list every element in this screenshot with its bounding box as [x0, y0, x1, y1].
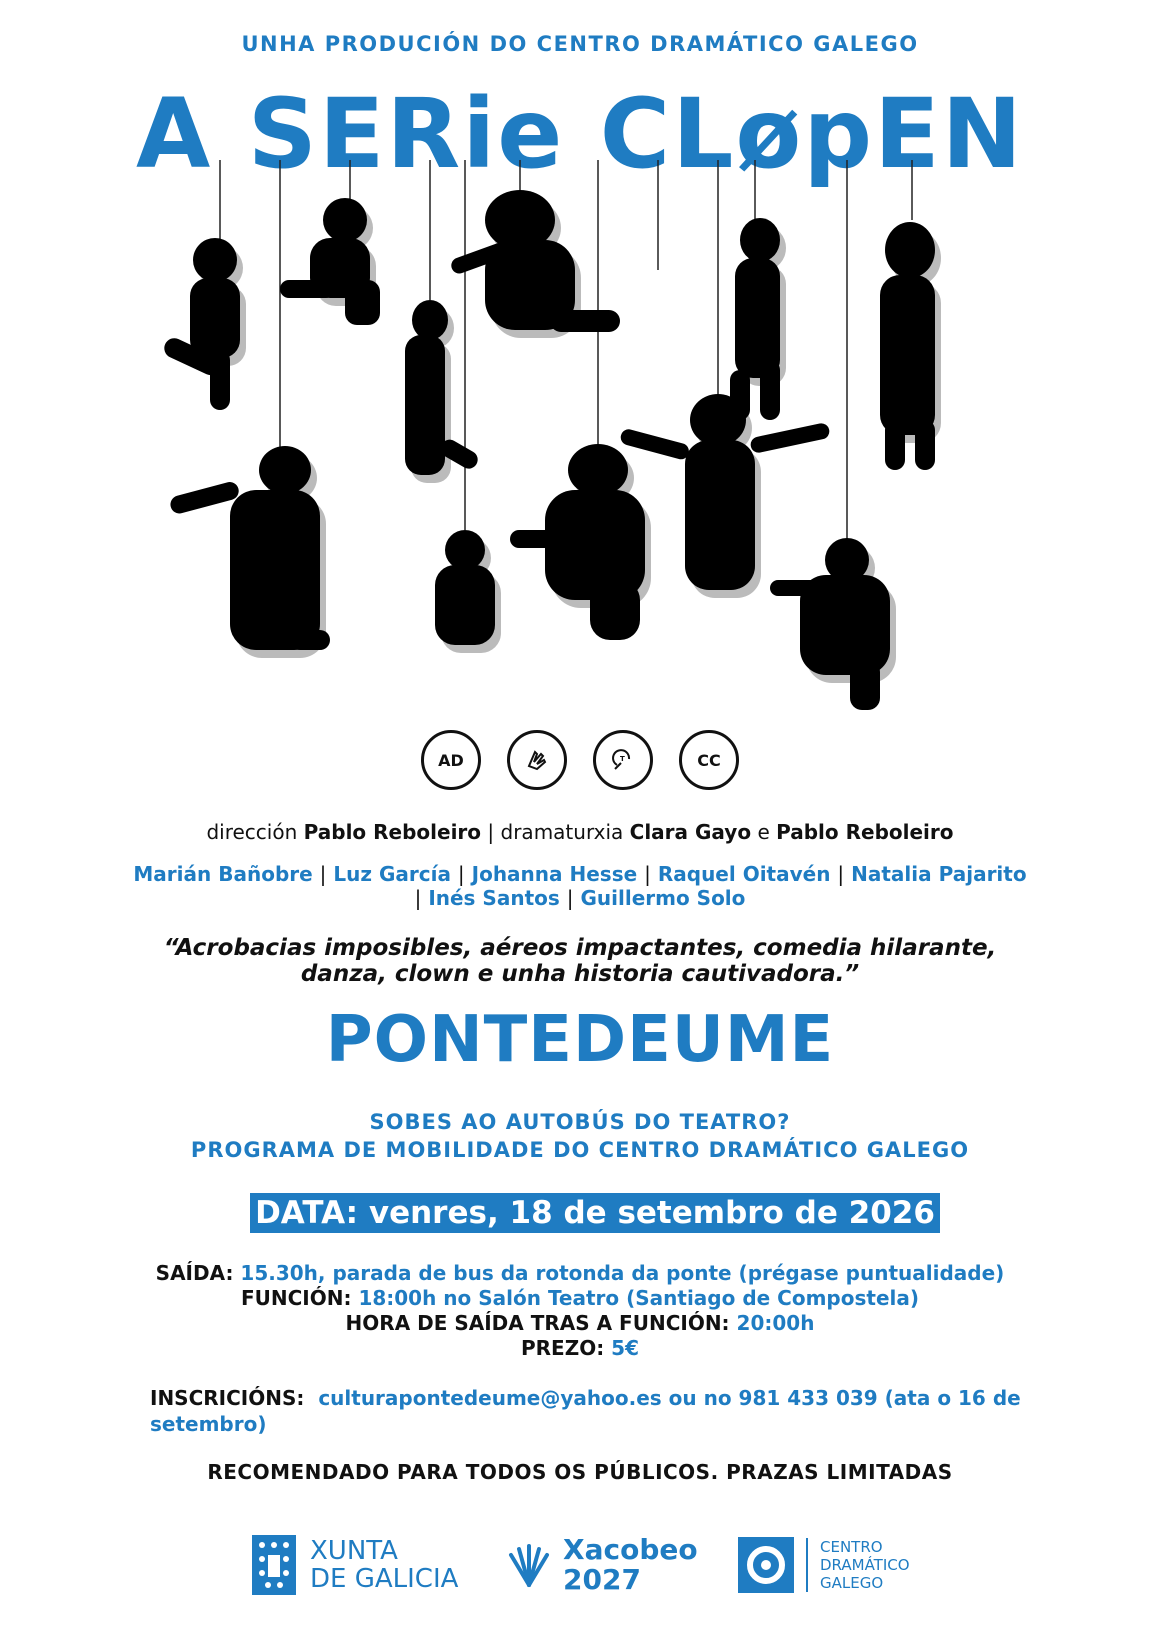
audio-description-icon: AD [421, 730, 481, 790]
show-quote: “Acrobacias imposibles, aéreos impactantes, comedia hilarante, danza, clown e unha historia cautivadora.” [163, 935, 997, 987]
price-info: PREZO: 5€ [520, 1336, 640, 1360]
town-name: PONTEDEUME [325, 1003, 835, 1077]
cast-list: Marián Bañobre | Luz García | Johanna Hesse | Raquel Oitavén | Natalia Pajarito | Inés Santos | Guillermo Solo [133, 862, 1027, 910]
hearing-loop-icon [593, 730, 653, 790]
show-info: FUNCIÓN: 18:00h no Salón Teatro (Santiago de Compostela) [240, 1286, 920, 1310]
xunta-logo: XUNTA DE GALICIA [252, 1530, 472, 1600]
xunta-shield-icon [252, 1535, 296, 1595]
hanging-acrobats-illustration [150, 160, 1010, 760]
event-date: DATA: venres, 18 de setembro de 2026 [250, 1193, 940, 1233]
closed-captions-icon: CC [679, 730, 739, 790]
production-line: UNHA PRODUCIÓN DO CENTRO DRAMÁTICO GALEGO [241, 32, 919, 56]
scallop-shell-icon [505, 1541, 553, 1589]
cdg-emblem-icon [738, 1537, 794, 1593]
departure-info: SAÍDA: 15.30h, parada de bus da rotonda da ponte (prégase puntualidade) [155, 1261, 1005, 1285]
credits-line: dirección Pablo Reboleiro | dramaturxia Clara Gayo e Pablo Reboleiro [206, 820, 954, 844]
registration-info: INSCRICIÓNS: culturapontedeume@yahoo.es ou no 981 433 039 (ata o 16 de setembro) [150, 1386, 1021, 1436]
svg-text:T: T [620, 755, 625, 763]
xacobeo-logo: Xacobeo 2027 [505, 1530, 705, 1600]
return-info: HORA DE SAÍDA TRAS A FUNCIÓN: 20:00h [345, 1311, 815, 1335]
sign-language-icon [507, 730, 567, 790]
cdg-logo: CENTRO DRAMÁTICO GALEGO [738, 1530, 958, 1600]
recommendation: RECOMENDADO PARA TODOS OS PÚBLICOS. PRAZAS LIMITADAS [207, 1460, 953, 1484]
accessibility-icons [0, 730, 1160, 790]
mobility-program: PROGRAMA DE MOBILIDADE DO CENTRO DRAMÁTICO GALEGO [190, 1138, 970, 1162]
bus-question: SOBES AO AUTOBÚS DO TEATRO? [369, 1110, 791, 1134]
show-title: A SERie CLøpEN [135, 78, 1024, 190]
registration-contact[interactable]: culturapontedeume@yahoo.es ou no 981 433 039 (ata o 16 de setembro) [150, 1386, 1021, 1436]
